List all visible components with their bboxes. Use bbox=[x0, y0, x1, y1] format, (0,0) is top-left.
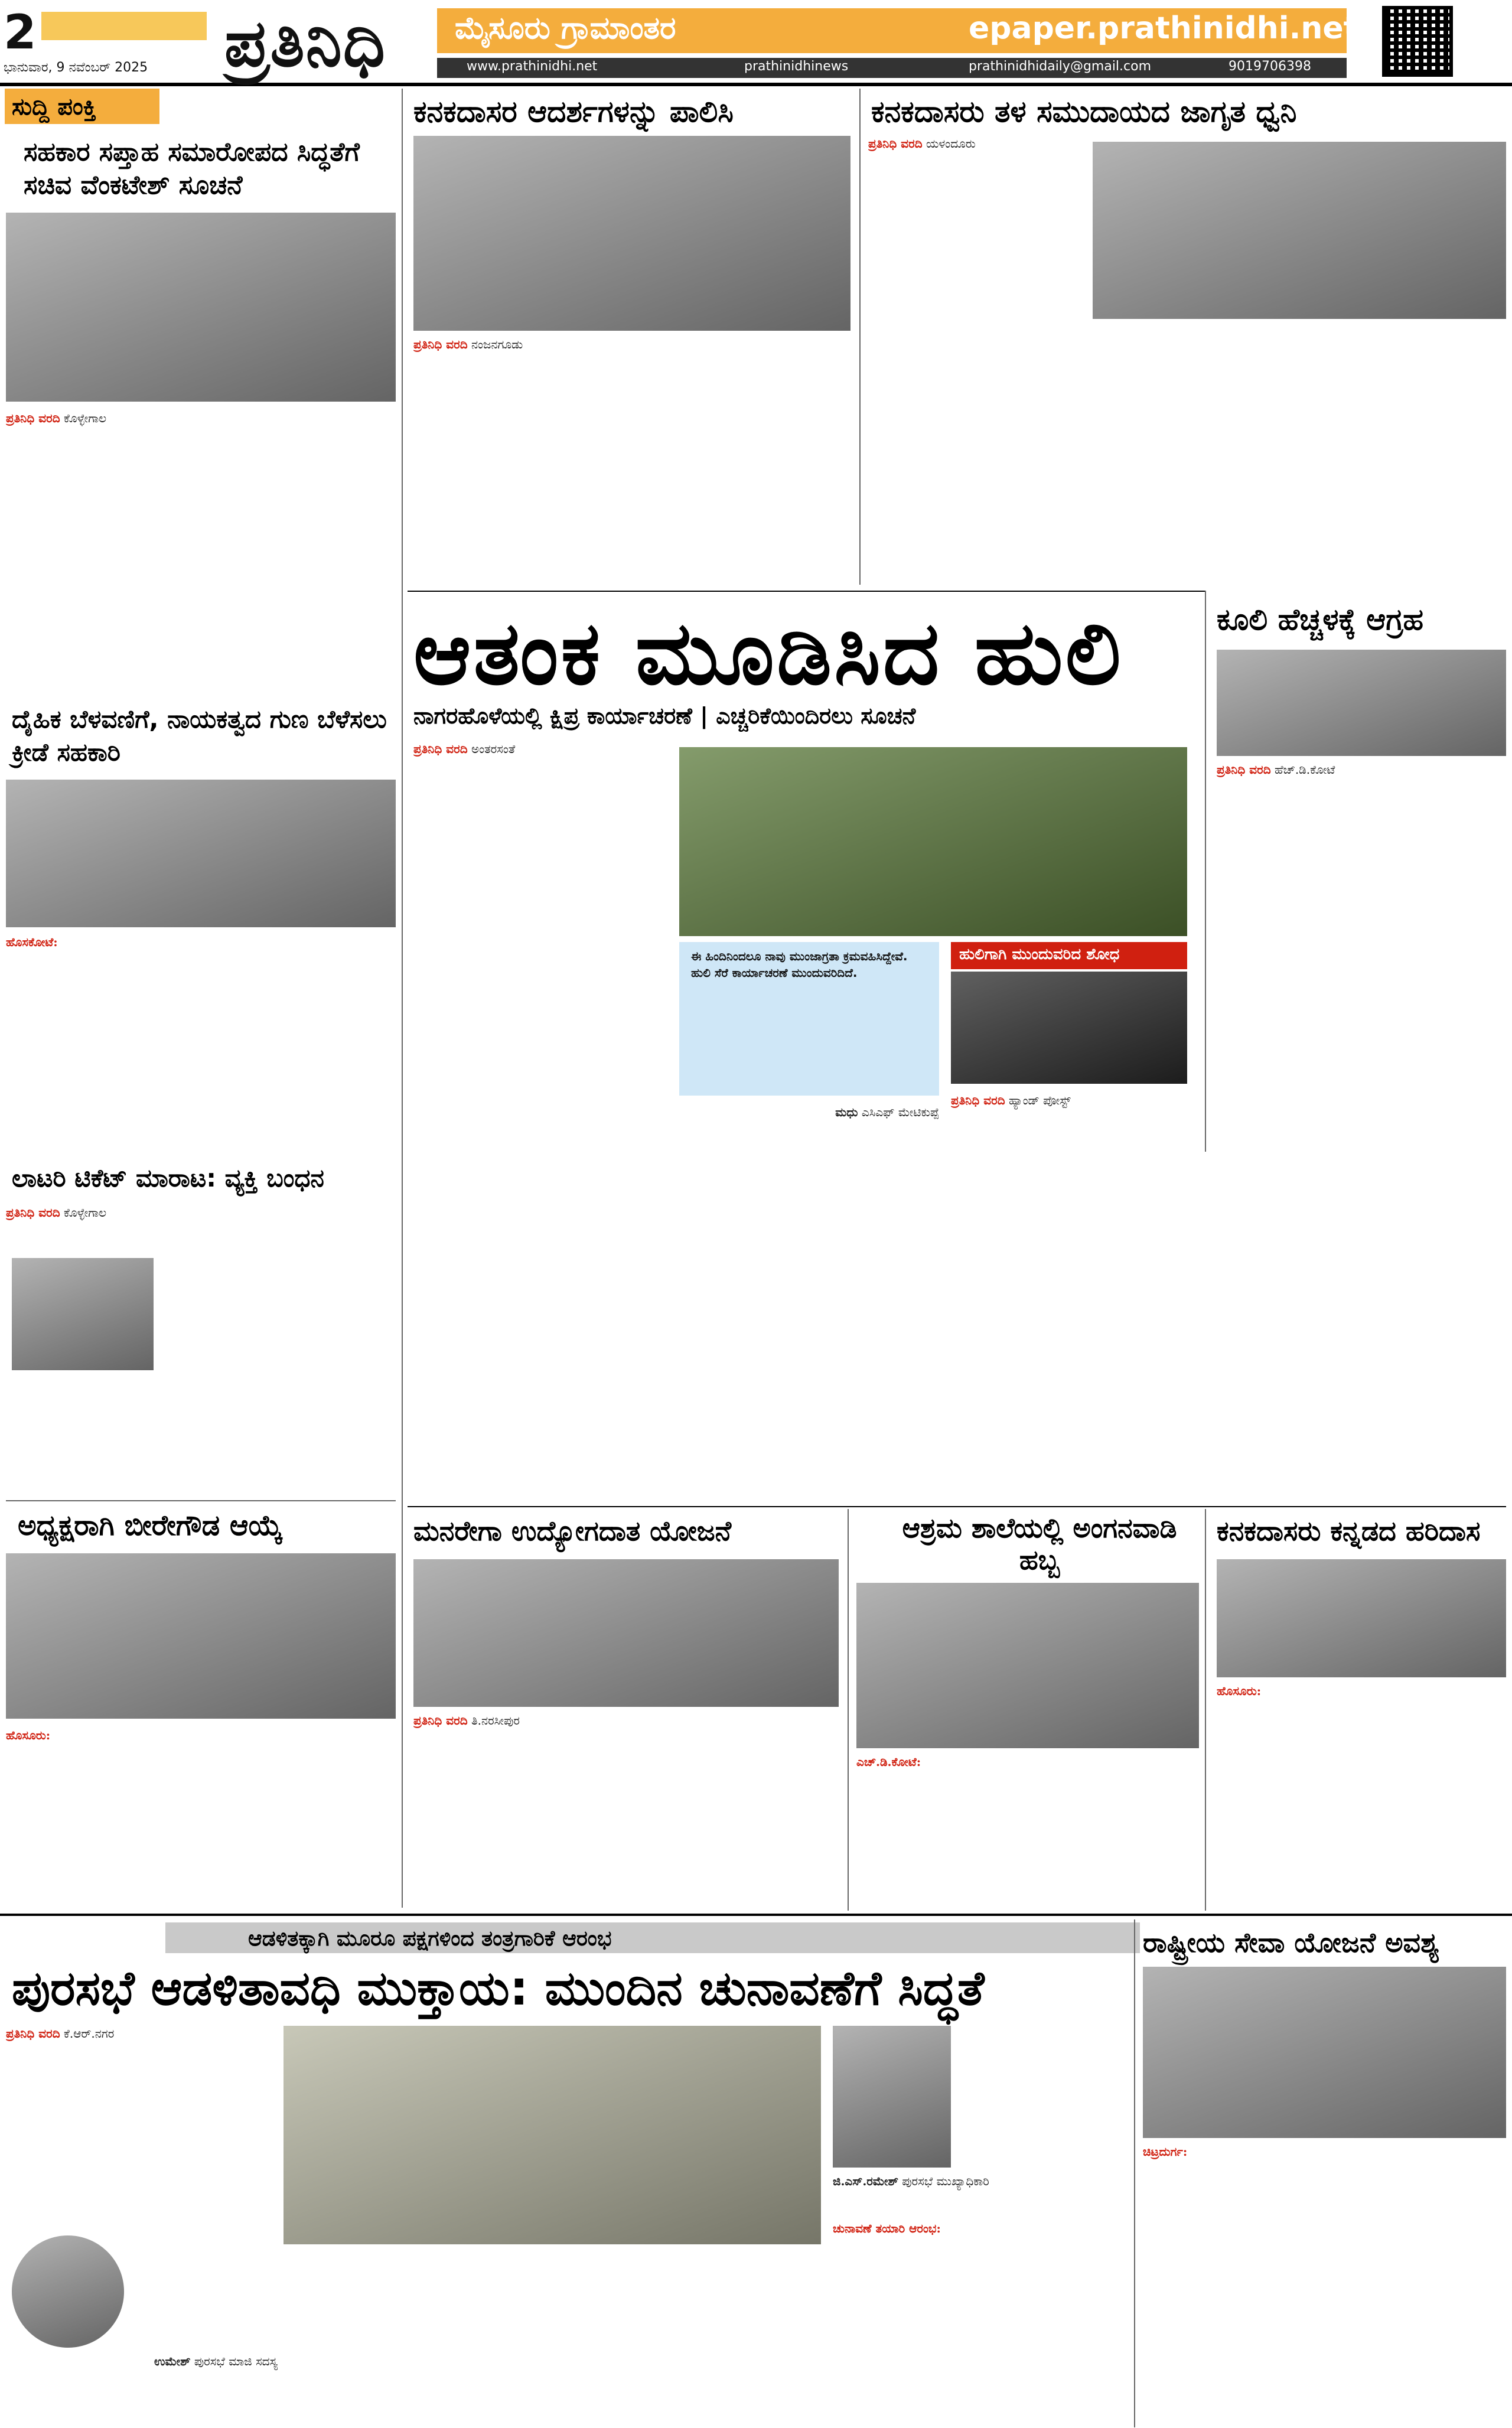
adhyaksha-photo bbox=[6, 1553, 396, 1719]
adhyaksha-headline: ಅಧ್ಯಕ್ಷರಾಗಿ ಬೀರೇಗೌಡ ಆಯ್ಕೆ bbox=[18, 1509, 283, 1542]
edition-region: ಮೈಸೂರು ಗ್ರಾಮಾಂತರ bbox=[455, 11, 676, 46]
raashtriya-photo bbox=[1143, 1967, 1506, 2138]
tiger-subhead: ನಾಗರಹೊಳೆಯಲ್ಲಿ ಕ್ಷಿಪ್ರ ಕಾರ್ಯಾಚರಣೆ | ಎಚ್ಚರಿಕೆಯಿಂದಿರಲು ಸೂಚನೆ bbox=[413, 703, 916, 729]
story2-photo bbox=[6, 780, 396, 927]
story2-body: ಹೊಸಕೋಟೆ: bbox=[6, 935, 58, 949]
ashrama-photo bbox=[856, 1583, 1199, 1748]
divider bbox=[408, 1506, 1506, 1507]
purasabhe-body: ಪ್ರತಿನಿಧಿ ವರದಿ ಕೆ.ಆರ್.ನಗರ bbox=[6, 2026, 115, 2041]
kanaka1-photo bbox=[413, 136, 850, 331]
kanaka2-body-2 bbox=[1093, 325, 1506, 585]
tiger-caption: ಹುಲಿಗಾಗಿ ಮುಂದುವರಿದ ಶೋಧ bbox=[959, 946, 1120, 963]
kanaka3-body: ಹೊಸೂರು: bbox=[1217, 1684, 1262, 1698]
suddi-label: ಸುದ್ದಿ ಪಂಕ್ತಿ bbox=[12, 93, 96, 120]
tiger-caption-bar bbox=[951, 942, 1187, 969]
quote1-attribution: ಉಮೇಶ್ ಪುರಸಭೆ ಮಾಜಿ ಸದಸ್ಯ bbox=[154, 2354, 278, 2368]
page-number: 2 bbox=[4, 5, 37, 60]
raashtriya-body: ಚಿಟ್ರದುರ್ಗ: bbox=[1143, 2145, 1188, 2159]
ramesh-photo bbox=[833, 2026, 951, 2168]
tiger-quote-box bbox=[679, 942, 939, 1096]
tiger-quote-attribution: ಮಧು ಎಸಿಎಫ್ ಮೇಟಿಕುಪ್ಪೆ bbox=[835, 1105, 939, 1119]
kooli-photo bbox=[1217, 650, 1506, 756]
story3-body bbox=[165, 1252, 396, 1477]
column-rule bbox=[1205, 591, 1206, 1152]
raashtriya-headline: ರಾಷ್ಟ್ರೀಯ ಸೇವಾ ಯೋಜನೆ ಅವಶ್ಯ bbox=[1143, 1927, 1439, 1958]
manarega-body: ಪ್ರತಿನಿಧಿ ವರದಿ ತಿ.ನರಸೀಪುರ bbox=[413, 1713, 520, 1728]
kanaka3-photo bbox=[1217, 1559, 1506, 1677]
kanaka3-headline: ಕನಕದಾಸರು ಕನ್ನಡದ ಹರಿದಾಸ bbox=[1217, 1515, 1481, 1547]
story3-headline: ಲಾಟರಿ ಟಿಕೆಟ್ ಮಾರಾಟ: ವ್ಯಕ್ತಿ ಬಂಧನ bbox=[12, 1164, 324, 1192]
tiger-body-2 bbox=[679, 1146, 939, 1488]
epaper-link[interactable]: epaper.prathinidhi.net bbox=[969, 11, 1358, 46]
tiger-forest-photo bbox=[679, 747, 1187, 936]
issue-date: ಭಾನುವಾರ, 9 ನವೆಂಬರ್ 2025 bbox=[4, 60, 148, 75]
manarega-headline: ಮನರೇಗಾ ಉದ್ಯೋಗದಾತ ಯೋಜನೆ bbox=[413, 1515, 732, 1547]
kooli-body: ಪ್ರತಿನಿಧಿ ವರದಿ ಹೆಚ್.ಡಿ.ಕೋಟೆ bbox=[1217, 762, 1335, 777]
purasabhe-body-3: ಚುನಾವಣೆ ತಯಾರಿ ಆರಂಭ: bbox=[833, 2221, 941, 2235]
story1-body: ಪ್ರತಿನಿಧಿ ವರದಿ ಕೊಳ್ಳೇಗಾಲ bbox=[6, 411, 107, 425]
kanaka2-headline: ಕನಕದಾಸರು ತಳ ಸಮುದಾಯದ ಜಾಗೃತ ಧ್ವನಿ bbox=[871, 94, 1297, 129]
divider bbox=[6, 1500, 396, 1501]
kooli-headline: ಕೂಲಿ ಹೆಚ್ಚಳಕ್ಕೆ ಆಗ್ರಹ bbox=[1217, 602, 1424, 637]
tiger-quote: ಈ ಹಿಂದಿನಿಂದಲೂ ನಾವು ಮುಂಜಾಗ್ರತಾ ಕ್ರಮವಹಿಸಿದ್ದೇವೆ. ಹುಲಿ ಸೆರೆ ಕಾರ್ಯಾಚರಣೆ ಮುಂದುವರಿದಿದೆ. bbox=[691, 949, 908, 980]
email-link[interactable]: prathinidhidaily@gmail.com bbox=[969, 59, 1152, 74]
tiger-headline: ಆತಂಕ ಮೂಡಿಸಿದ ಹುಲಿ bbox=[413, 602, 1123, 704]
tiger-caption-body: ಪ್ರತಿನಿಧಿ ವರದಿ ಹ್ಯಾಂಡ್ ಪೋಸ್ಟ್ bbox=[951, 1093, 1071, 1107]
story1-photo bbox=[6, 213, 396, 402]
purasabhe-kicker: ಆಡಳಿತಕ್ಕಾಗಿ ಮೂರೂ ಪಕ್ಷಗಳಿಂದ ತಂತ್ರಗಾರಿಕೆ ಆರಂಭ bbox=[248, 1927, 612, 1951]
adhyaksha-body: ಹೊಸೂರು: bbox=[6, 1728, 51, 1742]
column-rule bbox=[1205, 1509, 1206, 1911]
website-link[interactable]: www.prathinidhi.net bbox=[467, 59, 598, 74]
purasabhe-building-photo bbox=[284, 2026, 821, 2244]
purasabhe-headline: ಪುರಸಭೆ ಆಡಳಿತಾವಧಿ ಮುಕ್ತಾಯ: ಮುಂದಿನ ಚುನಾವಣೆಗೆ ಸಿದ್ಧತೆ bbox=[12, 1961, 985, 2016]
kanaka1-headline: ಕನಕದಾಸರ ಆದರ್ಶಗಳನ್ನು ಪಾಲಿಸಿ bbox=[413, 94, 734, 129]
kanaka2-body: ಪ್ರತಿನಿಧಿ ವರದಿ ಯಳಂದೂರು bbox=[868, 136, 976, 151]
masthead bbox=[0, 0, 1512, 86]
story2-headline: ದೈಹಿಕ ಬೆಳವಣಿಗೆ, ನಾಯಕತ್ವದ ಗುಣ ಬೆಳೆಸಲು ಕ್ರೀಡೆ ಸಹಕಾರಿ bbox=[12, 705, 387, 767]
purasabhe-body-2 bbox=[284, 2250, 821, 2422]
manarega-photo bbox=[413, 1559, 839, 1707]
story1-headline: ಸಹಕಾರ ಸಪ್ತಾಹ ಸಮಾರೋಪದ ಸಿದ್ಧತೆಗೆ ಸಚಿವ ವೆಂಕಟೇಶ್ ಸೂಚನೆ bbox=[24, 137, 360, 200]
umesh-photo bbox=[12, 2235, 124, 2348]
accused-photo bbox=[12, 1258, 154, 1370]
divider bbox=[0, 1914, 1512, 1916]
ashrama-headline: ಆಶ್ರಮ ಶಾಲೆಯಲ್ಲಿ ಅಂಗನವಾಡಿ ಹಬ್ಬ bbox=[902, 1512, 1177, 1576]
column-rule bbox=[848, 1509, 849, 1911]
social-handle[interactable]: prathinidhinews bbox=[744, 59, 849, 74]
column-rule bbox=[402, 89, 403, 1908]
column-rule bbox=[1134, 1919, 1135, 2427]
qr-code-icon[interactable] bbox=[1382, 6, 1453, 77]
newspaper-logo: ಪ್ರತಿನಿಧಿ bbox=[224, 5, 386, 81]
story3-byline: ಪ್ರತಿನಿಧಿ ವರದಿ ಕೊಳ್ಳೇಗಾಲ bbox=[6, 1205, 107, 1220]
ashrama-body: ಎಚ್.ಡಿ.ಕೋಟೆ: bbox=[856, 1755, 921, 1769]
phone-number: 9019706398 bbox=[1228, 59, 1311, 74]
page-number-bar bbox=[41, 12, 207, 40]
kanaka1-body: ಪ್ರತಿನಿಧಿ ವರದಿ ನಂಜನಗೂಡು bbox=[413, 337, 523, 351]
divider bbox=[408, 591, 1205, 592]
tiger-night-photo bbox=[951, 972, 1187, 1084]
quote2-attribution: ಜಿ.ಎಸ್.ರಮೇಶ್ ಪುರಸಭೆ ಮುಖ್ಯಾಧಿಕಾರಿ bbox=[833, 2174, 989, 2188]
kanaka2-photo bbox=[1093, 142, 1506, 319]
tiger-body: ಪ್ರತಿನಿಧಿ ವರದಿ ಅಂತರಸಂತೆ bbox=[413, 742, 516, 756]
column-rule bbox=[859, 89, 861, 585]
